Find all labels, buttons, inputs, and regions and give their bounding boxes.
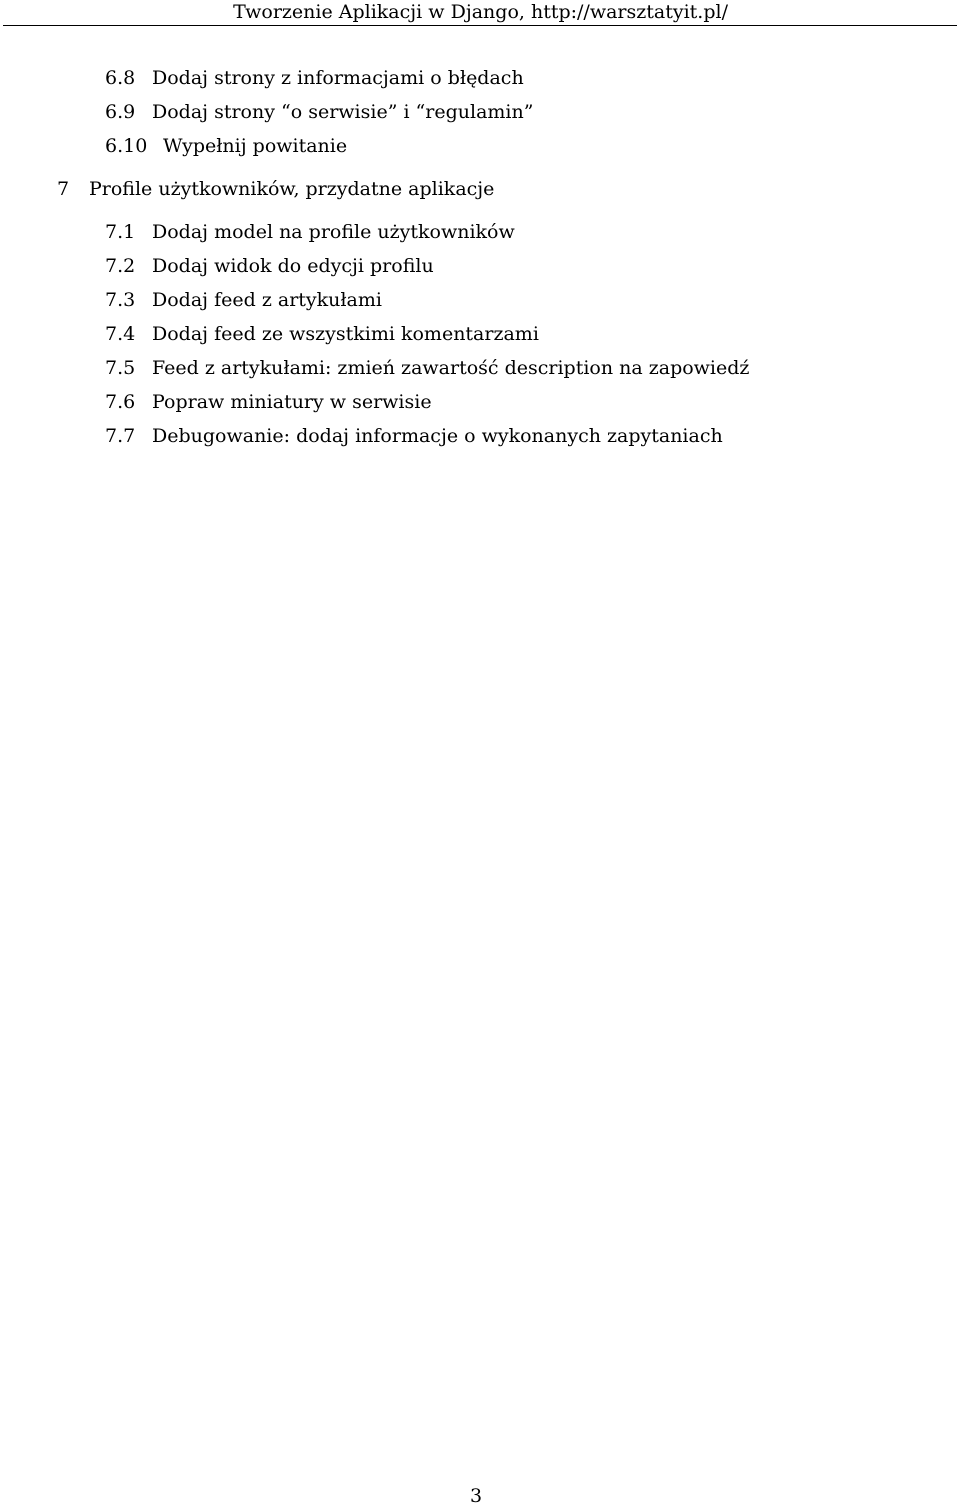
toc-entry-number: 7.2 bbox=[105, 255, 136, 277]
toc-entry-title: Popraw miniatury w serwisie bbox=[152, 391, 432, 413]
toc-section-title: Profile użytkowników, przydatne aplikacje bbox=[89, 178, 495, 200]
toc-entry-title: Dodaj feed ze wszystkimi komentarzami bbox=[152, 323, 539, 345]
header-rule bbox=[3, 25, 957, 26]
toc-entry-number: 6.8 bbox=[105, 67, 136, 89]
page-number: 3 bbox=[470, 1485, 483, 1507]
toc-entry-title: Debugowanie: dodaj informacje o wykonanych zapytaniach bbox=[152, 425, 723, 447]
toc-entry-title: Dodaj strony “o serwisie” i “regulamin” bbox=[152, 101, 534, 123]
toc-entry-number: 7.1 bbox=[105, 221, 136, 243]
toc-entry-number: 6.9 bbox=[105, 101, 136, 123]
toc-section-number: 7 bbox=[57, 178, 70, 200]
toc-entry-number: 7.3 bbox=[105, 289, 136, 311]
toc-entry-number: 7.5 bbox=[105, 357, 136, 379]
toc-entry-number: 7.6 bbox=[105, 391, 136, 413]
toc-entry-title: Wypełnij powitanie bbox=[163, 135, 348, 157]
toc-entry-number: 7.7 bbox=[105, 425, 136, 447]
toc-entry-number: 7.4 bbox=[105, 323, 136, 345]
toc-entry-title: Dodaj widok do edycji profilu bbox=[152, 255, 434, 277]
toc-entry-title: Feed z artykułami: zmień zawartość description na zapowiedź bbox=[152, 357, 750, 379]
toc-entry-title: Dodaj strony z informacjami o błędach bbox=[152, 67, 524, 89]
toc-entry-number: 6.10 bbox=[105, 135, 148, 157]
toc-entry-title: Dodaj feed z artykułami bbox=[152, 289, 382, 311]
toc-entry-title: Dodaj model na profile użytkowników bbox=[152, 221, 515, 243]
header-title: Tworzenie Aplikacji w Django, http://warsztatyit.pl/ bbox=[233, 1, 728, 23]
running-header bbox=[0, 0, 960, 27]
